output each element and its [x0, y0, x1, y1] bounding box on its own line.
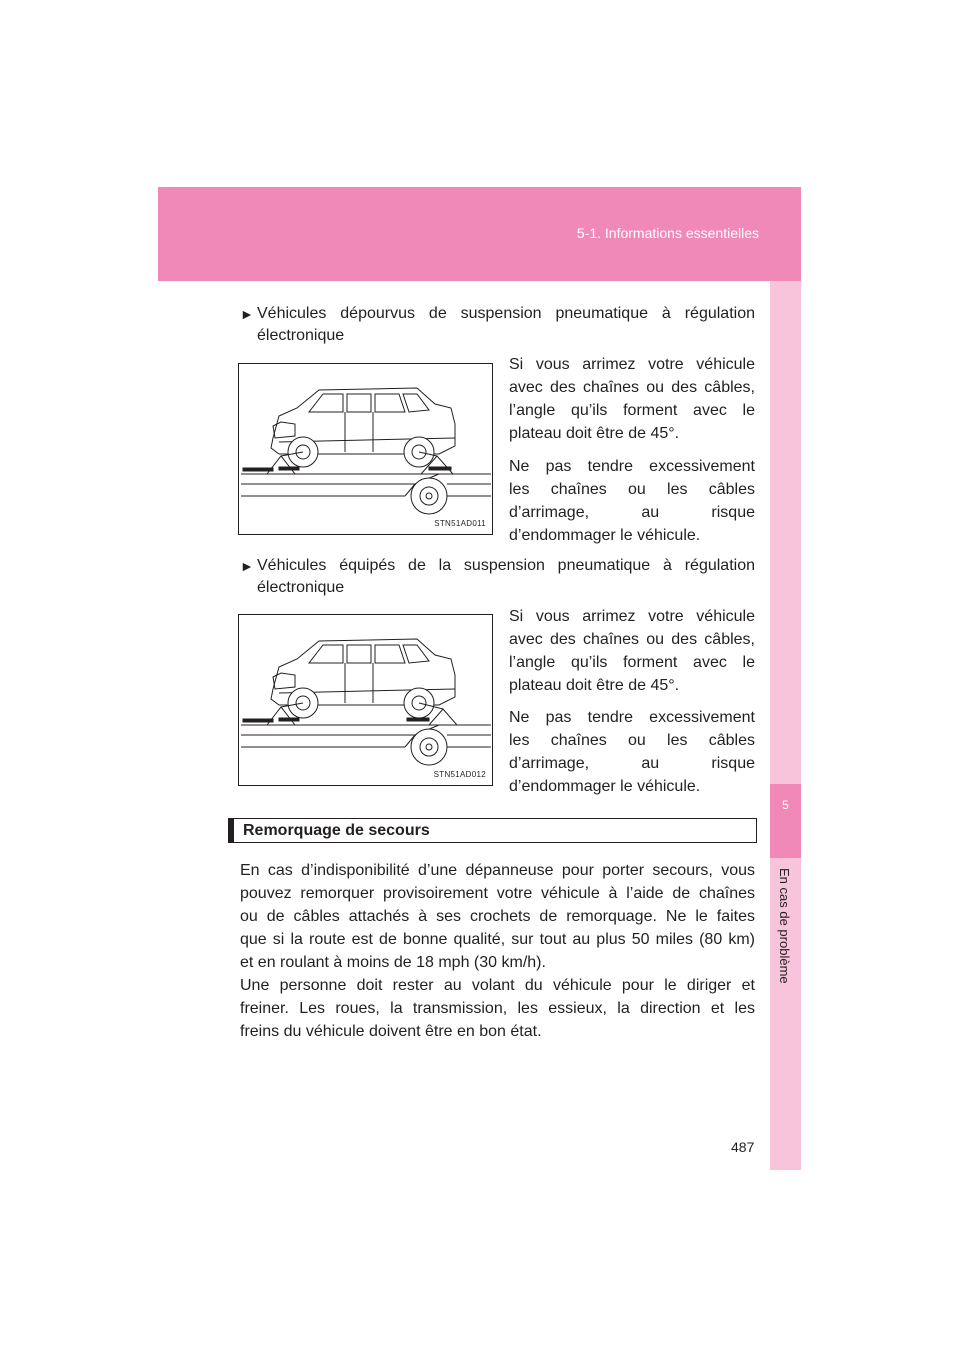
- para-line: plateau doit être de 45°.: [509, 677, 680, 694]
- para-line: l’angle qu’ils forment avec le: [509, 654, 755, 671]
- chapter-tab[interactable]: [770, 784, 801, 858]
- section-heading-marker: [229, 819, 234, 842]
- chapter-number: 5: [782, 798, 789, 812]
- bullet-triangle-icon: ►: [240, 306, 254, 322]
- bullet-text: Véhicules équipés de la suspension pneumatique à régulation électronique: [257, 557, 755, 596]
- page-number: 487: [731, 1139, 755, 1155]
- tension-warning-paragraph-1: [509, 455, 755, 547]
- para-line: les chaînes ou les câbles: [509, 732, 755, 749]
- figure-code: STN51AD012: [433, 770, 486, 779]
- para-line: plateau doit être de 45°.: [509, 425, 680, 442]
- para-line: d’arrimage, au risque: [509, 504, 755, 521]
- para-line: l’angle qu’ils forment avec le: [509, 402, 755, 419]
- figure-tie-down-2: [238, 614, 493, 786]
- para-line: ou de câbles attachés à ses crochets de remorquage. Ne le faites: [240, 908, 755, 925]
- bullet-text: Véhicules dépourvus de suspension pneumatique à régulation électronique: [257, 305, 755, 344]
- tie-down-angle-paragraph-1: [509, 353, 755, 445]
- para-line: avec des chaînes ou des câbles,: [509, 631, 755, 648]
- para-line: d’endommager le véhicule.: [509, 527, 701, 544]
- para-line: freiner. Les roues, la transmission, les essieux, la direction et les: [240, 1000, 755, 1017]
- bullet-triangle-icon: ►: [240, 558, 254, 574]
- section-heading-box: [228, 818, 757, 843]
- tension-warning-paragraph-2: [509, 706, 755, 798]
- figure-tie-down-1: [238, 363, 493, 535]
- para-line: et en roulant à moins de 18 mph (30 km/h).: [240, 954, 546, 971]
- para-line: Une personne doit rester au volant du véhicule pour le diriger et: [240, 977, 755, 994]
- para-line: Si vous arrimez votre véhicule: [509, 608, 755, 625]
- emergency-towing-paragraph-2: [240, 974, 755, 1043]
- section-header-title: 5-1. Informations essentielles: [576, 225, 759, 241]
- para-line: d’arrimage, au risque: [509, 755, 755, 772]
- para-line: Si vous arrimez votre véhicule: [509, 356, 755, 373]
- bullet-item-1: [240, 303, 755, 347]
- para-line: que si la route est de bonne qualité, sur tout au plus 50 miles (80 km): [240, 931, 755, 948]
- header-band: [158, 187, 801, 281]
- chapter-label: En cas de problème: [777, 868, 792, 984]
- figure-code: STN51AD011: [434, 519, 486, 528]
- tie-down-angle-paragraph-2: [509, 605, 755, 697]
- para-line: d’endommager le véhicule.: [509, 778, 701, 795]
- para-line: En cas d’indisponibilité d’une dépanneuse pour porter secours, vous: [240, 862, 755, 879]
- para-line: Ne pas tendre excessivement: [509, 709, 755, 726]
- section-heading: Remorquage de secours: [243, 822, 430, 839]
- vehicle-on-trailer-illustration: [239, 615, 492, 785]
- para-line: avec des chaînes ou des câbles,: [509, 379, 755, 396]
- emergency-towing-paragraph-1: [240, 859, 755, 974]
- bullet-item-2: [240, 555, 755, 599]
- para-line: les chaînes ou les câbles: [509, 481, 755, 498]
- para-line: freins du véhicule doivent être en bon état.: [240, 1023, 542, 1040]
- para-line: Ne pas tendre excessivement: [509, 458, 755, 475]
- chapter-label-box: [770, 868, 801, 1058]
- para-line: pouvez remorquer provisoirement votre véhicule à l’aide de chaînes: [240, 885, 755, 902]
- vehicle-on-trailer-illustration: [239, 364, 492, 534]
